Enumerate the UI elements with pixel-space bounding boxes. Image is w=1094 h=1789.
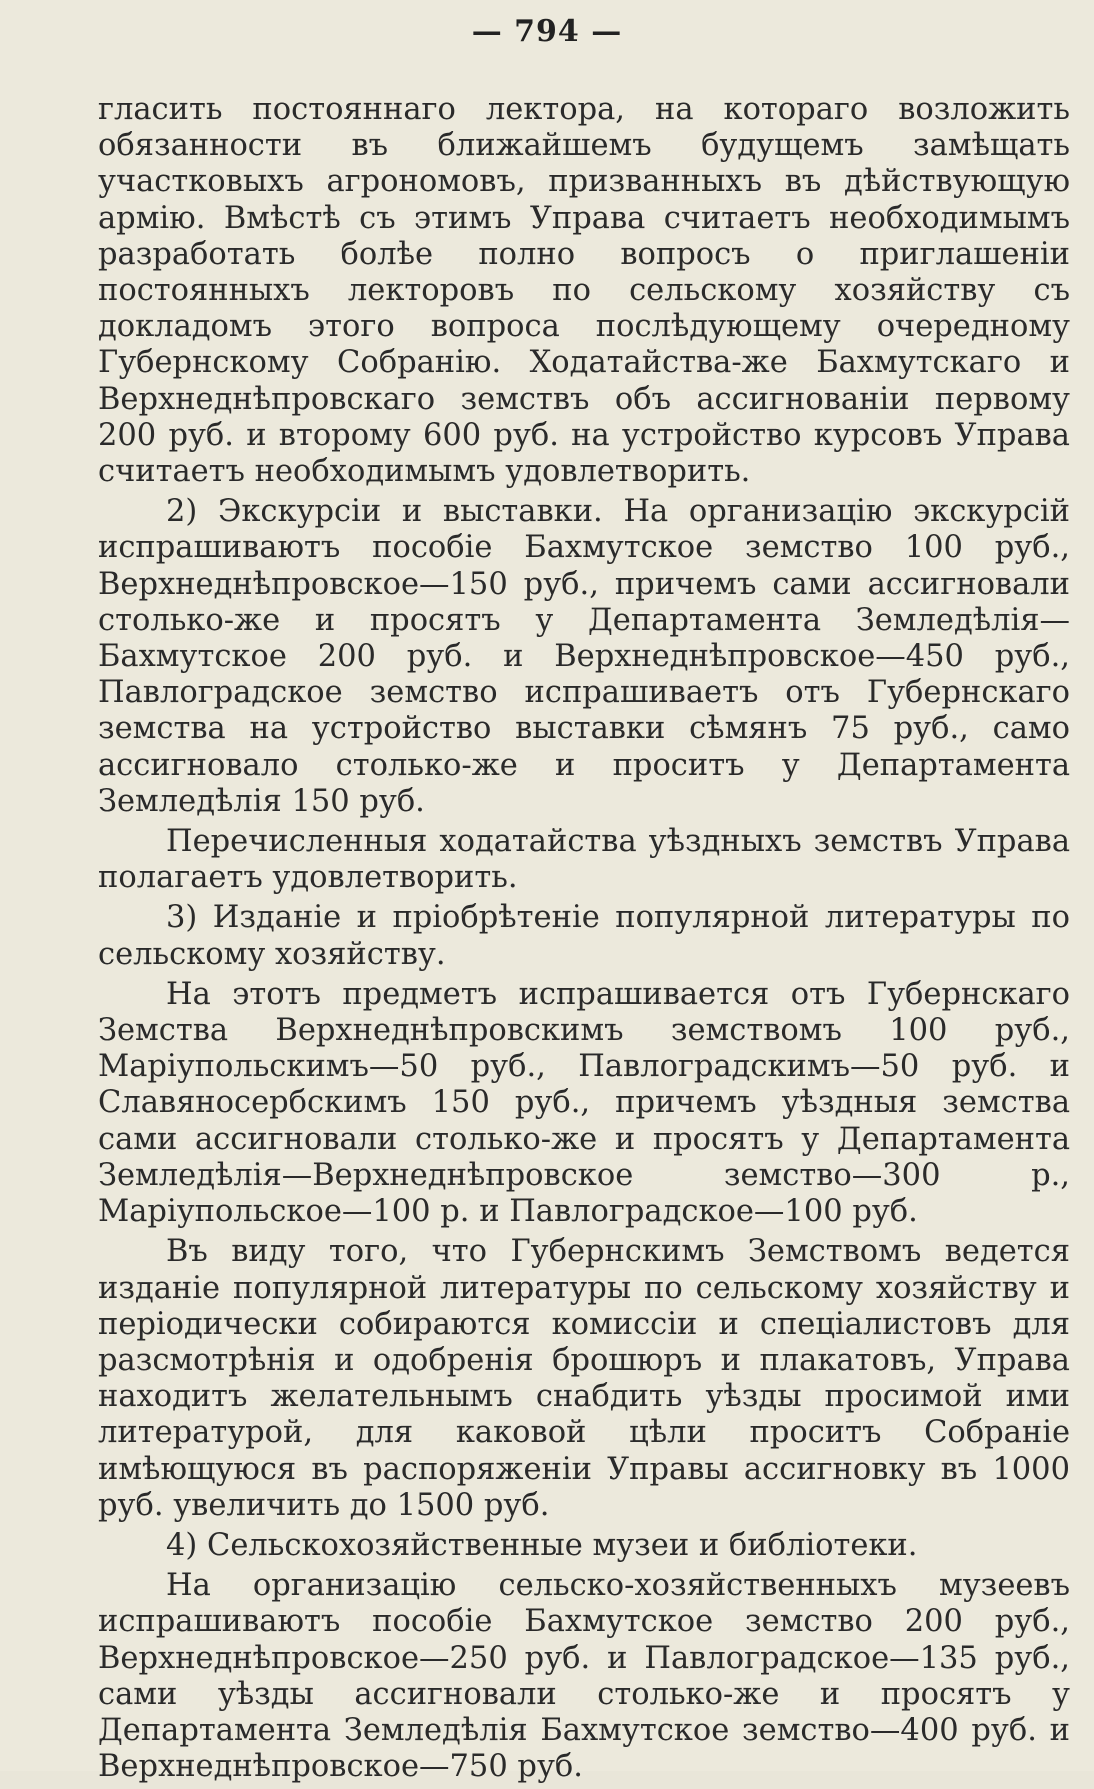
paragraph-literature-requests: На этотъ предметъ испрашивается отъ Губернскаго Земства Верхнеднѣпровскимъ земствомъ 100 руб., Маріупольскимъ—50 руб., Павлоградскимъ—50 руб. и Славяносербскимъ 150 руб., причемъ уѣздныя земства сами ассигновали столько-же и просятъ у Департамента Земледѣлія—Верхнеднѣпровское земство—300 р., Маріупольское—100 р. и Павлоградское—100 руб. <box>98 976 1070 1230</box>
paragraph-museums-requests: На организацію сельско-хозяйственныхъ музеевъ испрашиваютъ пособіе Бахмутское земство 200 руб., Верхнеднѣпровское—250 руб. и Павлоградское—135 руб., сами уѣзды ассигновали столько-же и просятъ у Департамента Земледѣлія Бахмутское земство—400 руб. и Верхнеднѣпровское—750 руб. <box>98 1568 1070 1785</box>
page-body <box>98 92 1070 1789</box>
paragraph-petitions-approval: Перечисленныя ходатайства уѣздныхъ земствъ Управа полагаетъ удовлетворить. <box>98 824 1070 896</box>
paragraph-literature-heading: 3) Изданіе и пріобрѣтеніе популярной литературы по сельскому хозяйству. <box>98 900 1070 972</box>
paragraph-excursions: 2) Экскурсіи и выставки. На организацію экскурсій испрашиваютъ пособіе Бахмутское земство 100 руб., Верхнеднѣпровское—150 руб., причемъ сами ассигновали столько-же и просятъ у Департамента Земледѣлія—Бахмутское 200 руб. и Верхнеднѣпровское—450 руб., Павлоградское земство испрашиваетъ отъ Губернскаго земства на устройство выставки сѣмянъ 75 руб., само ассигновало столько-же и проситъ у Департамента Земледѣлія 150 руб. <box>98 494 1070 819</box>
paragraph-lecturer: гласить постояннаго лектора, на котораго возложить обязанности въ ближайшемъ будущемъ замѣщать участковыхъ агрономовъ, призванныхъ въ дѣйствующую армію. Вмѣстѣ съ этимъ Управа считаетъ необходимымъ разработать болѣе полно вопросъ о приглашеніи постоянныхъ лекторовъ по сельскому хозяйству съ докладомъ этого вопроса послѣдующему очередному Губернскому Собранію. Ходатайства-же Бахмутскаго и Верхнеднѣпровскаго земствъ объ ассигнованіи первому 200 руб. и второму 600 руб. на устройство курсовъ Управа считаетъ необходимымъ удовлетворить. <box>98 92 1070 490</box>
paragraph-museums-heading: 4) Сельскохозяйственные музеи и библіотеки. <box>166 1527 918 1563</box>
paragraph-literature-decision: Въ виду того, что Губернскимъ Земствомъ ведется изданіе популярной литературы по сельскому хозяйству и періодически собираются комиссіи и спеціалистовъ для разсмотрѣнія и одобренія брошюръ и плакатовъ, Управа находитъ желательнымъ снабдить уѣзды просимой ими литературой, для каковой цѣли проситъ Собраніе имѣющуюся въ распоряженіи Управы ассигновку въ 1000 руб. увеличить до 1500 руб. <box>98 1234 1070 1523</box>
page-number: — 794 — <box>471 14 623 49</box>
